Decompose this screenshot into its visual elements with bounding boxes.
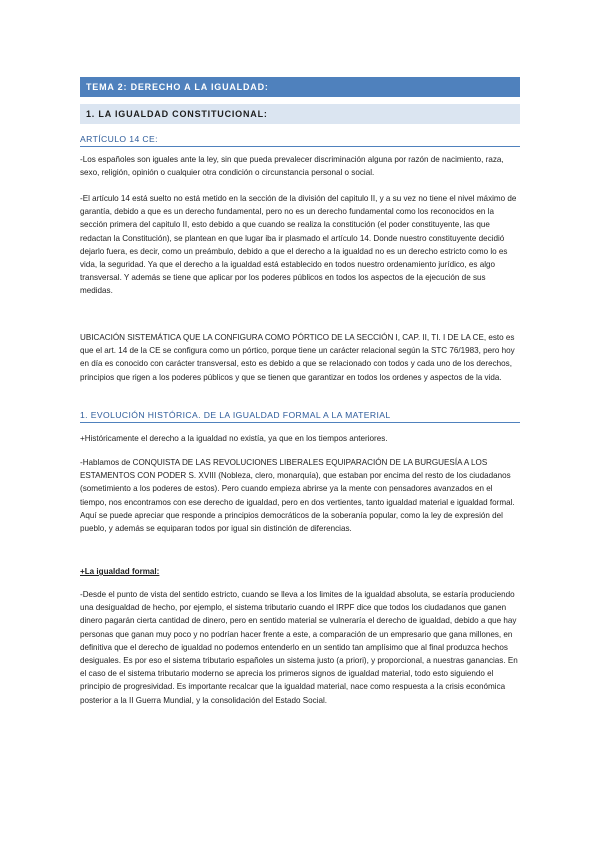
igualdad-formal-label-block xyxy=(80,565,520,578)
paragraph-2 xyxy=(80,192,520,298)
paragraph-1-text: -Los españoles son iguales ante la ley, sin que pueda prevalecer discriminación alguna por razón de nacimiento, raza, sexo, religión, opinión o cualquier otra condición o circunstancia personal o social. xyxy=(80,155,504,178)
paragraph-4 xyxy=(80,432,520,445)
evolucion-heading: 1. EVOLUCIÓN HISTÓRICA. DE LA IGUALDAD FORMAL A LA MATERIAL xyxy=(80,410,520,423)
paragraph-5 xyxy=(80,456,520,535)
paragraph-4-text: +Históricamente el derecho a la igualdad no existía, ya que en los tiempos anteriores. xyxy=(80,434,388,443)
paragraph-1 xyxy=(80,153,520,179)
paragraph-7-text: -Desde el punto de vista del sentido estricto, cuando se lleva a los limites de la igualdad absoluta, se estaría produciendo una desigualdad de hecho, por ejemplo, el sistema tributario cuando el IRPF dice que todos los ciudadanos que ganen dinero pagarán cierta cantidad de dinero, pero en sentido material se vulneraría el derecho de igualdad, debido a que hay personas que ganan muy poco y no podrían hacer frente a este, a comparación de un empresario que gana millones, en definitiva que el derecho de igualdad no podemos entenderlo en un sentido tan amplísimo que al final produzca hechos desiguales. Es por eso el sistema tributario españoles un sistema justo (a priori), y proporcional, a nuestras ganancias. En el caso de el sistema tributario moderno se aprecia los primeros signos de igualdad material, todo esto siguiendo el principio de progresividad. Es importante recalcar que la igualdad material, nace como respuesta a la crisis económica posterior a la II Guerra Mundial, y la consolidación del Estado Social. xyxy=(80,590,518,705)
paragraph-3 xyxy=(80,331,520,384)
igualdad-formal-label: +La igualdad formal: xyxy=(80,567,160,576)
paragraph-7 xyxy=(80,588,520,707)
section-title: 1. LA IGUALDAD CONSTITUCIONAL: xyxy=(80,104,520,124)
paragraph-3-text: UBICACIÓN SISTEMÁTICA QUE LA CONFIGURA COMO PÓRTICO DE LA SECCIÓN I, CAP. II, TI. I DE LA CE, esto es que el art. 14 de la CE se configura como un pórtico, porque tiene un carácter relacional según la STC 76/1983, pero hoy en día es conocido con carácter transversal, esto es debido a que se relacionado con todos y cada uno de los derechos, principios que rigen a los poderes públicos y que se tienen que garantizar en todos los ordenes y aspectos de la vida. xyxy=(80,333,515,382)
paragraph-2-text: -El artículo 14 está suelto no está metido en la sección de la división del capitulo II, y a su vez no tiene el nivel máximo de garantía, debido a que es un derecho fundamental, pero no es un derecho fundamental como los reconocidos en la sección primera del capitulo II, esto debido a que cuando se realiza la constitución (el poder constituyente, las que redactan la Constitución), se plantean en que lugar iba ir plasmado el artículo 14. Donde nuestro constituyente decidió dejarlo fuera, es decir, como un preámbulo, debido a que el derecho a la igualdad no es un derecho estricto como lo es vida, la seguridad. Ya que el derecho a la igualdad está establecido en todos nuestro ordenamiento jurídico, es algo transversal. Y además se tiene que aplicar por los poderes públicos en todos los aspectos de la ejecución de sus medidas. xyxy=(80,194,517,296)
articulo-heading: ARTÍCULO 14 CE: xyxy=(80,134,520,147)
paragraph-5-text: -Hablamos de CONQUISTA DE LAS REVOLUCIONES LIBERALES EQUIPARACIÓN DE LA BURGUESÍA A LOS ESTAMENTOS CON PODER S. XVIII (Nobleza, clero, monarquía), que estaban por encima del resto de los ciudadanos (sometimiento a los poderes de estos). Pero cuando empieza abrirse ya la mente con pensadores avanzados en el tiempo, nos encontramos con ese derecho de igualdad, pero en dos vertientes, tanto igualdad material e igualdad formal. Aquí se puede apreciar que responde a principios democráticos de la soberanía popular, como la ley de expresión del pueblo, y además se equiparan todos por igual sin distinción de diferencias. xyxy=(80,458,515,534)
tema-title: TEMA 2: DERECHO A LA IGUALDAD: xyxy=(80,77,520,97)
